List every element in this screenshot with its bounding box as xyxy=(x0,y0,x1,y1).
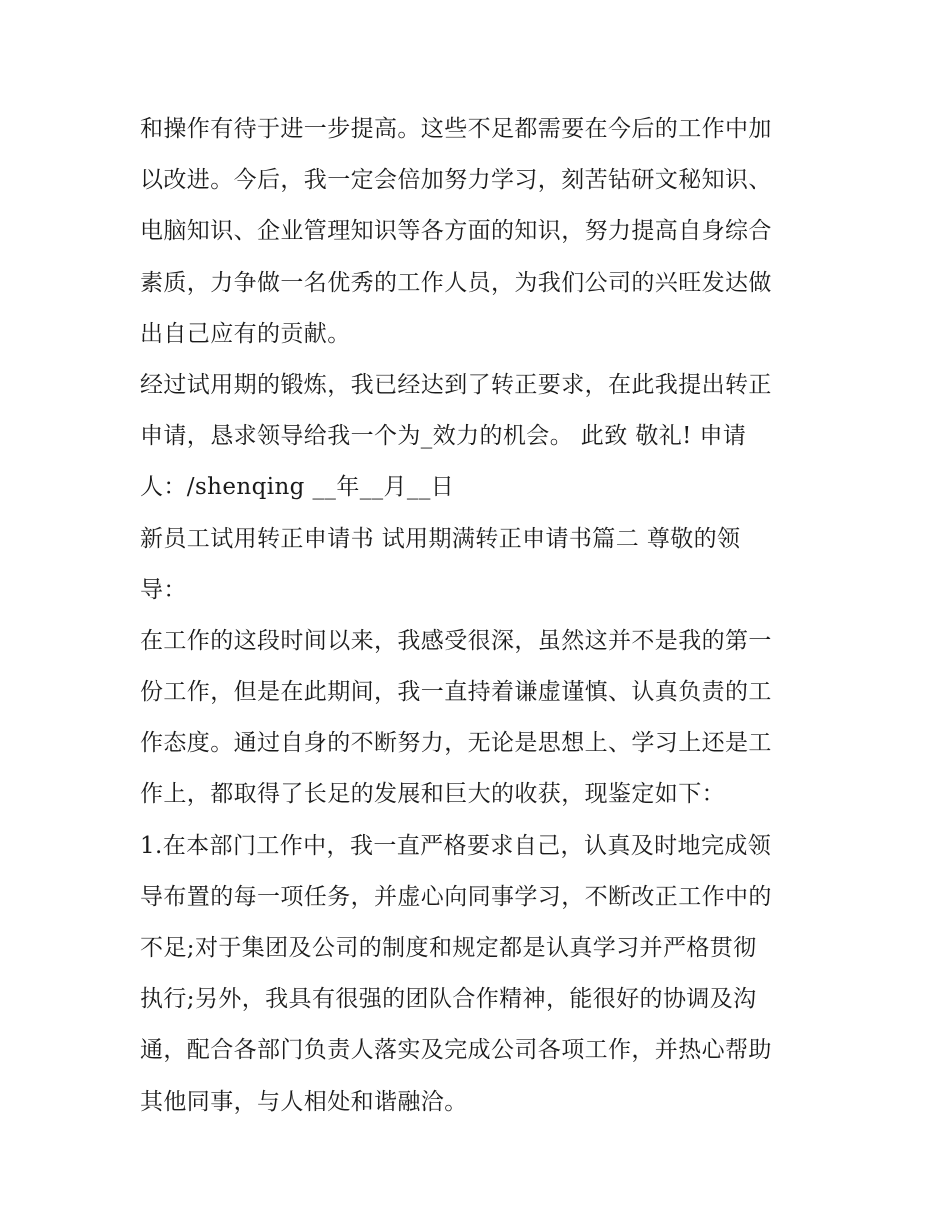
text-line: 经过试用期的锻炼，我已经达到了转正要求，在此我提出转正 xyxy=(140,371,772,398)
text-line: 作上，都取得了长足的发展和巨大的收获，现鉴定如下： xyxy=(140,781,725,808)
text-line: 申请，恳求领导给我一个为_效力的机会。 此致 敬礼! 申请 xyxy=(140,423,747,450)
text-line: 作态度。通过自身的不断努力，无论是思想上、学习上还是工 xyxy=(140,730,772,757)
document-body xyxy=(140,104,820,1128)
list-item-line: 通，配合各部门负责人落实及完成公司各项工作，并热心帮助 xyxy=(140,1037,772,1064)
text-line: 以改进。今后，我一定会倍加努力学习，刻苦钻研文秘知识、 xyxy=(140,167,772,194)
section-heading-line: 导： xyxy=(140,576,187,603)
text-line: 人：/shenqing __年__月__日 xyxy=(140,474,455,501)
text-line: 在工作的这段时间以来，我感受很深，虽然这并不是我的第一 xyxy=(140,627,772,654)
text-line: 份工作，但是在此期间，我一直持着谦虚谨慎、认真负责的工 xyxy=(140,679,772,706)
list-item-line: 不足;对于集团及公司的制度和规定都是认真学习并严格贯彻 xyxy=(140,935,757,961)
list-item-line: 其他同事，与人相处和谐融洽。 xyxy=(140,1088,468,1115)
text-line: 电脑知识、企业管理知识等各方面的知识，努力提高自身综合 xyxy=(140,218,772,245)
text-line: 和操作有待于进一步提高。这些不足都需要在今后的工作中加 xyxy=(140,116,772,142)
section-heading-line: 新员工试用转正申请书 试用期满转正申请书篇二 尊敬的领 xyxy=(140,525,741,552)
text-line: 素质，力争做一名优秀的工作人员，为我们公司的兴旺发达做 xyxy=(140,269,772,296)
list-item-line: 导布置的每一项任务，并虚心向同事学习，不断改正工作中的 xyxy=(140,883,772,910)
list-item-line: 1.在本部门工作中，我一直严格要求自己，认真及时地完成领 xyxy=(140,832,772,859)
text-line: 出自己应有的贡献。 xyxy=(140,320,351,347)
list-item-line: 执行;另外，我具有很强的团队合作精神，能很好的协调及沟 xyxy=(140,986,757,1013)
